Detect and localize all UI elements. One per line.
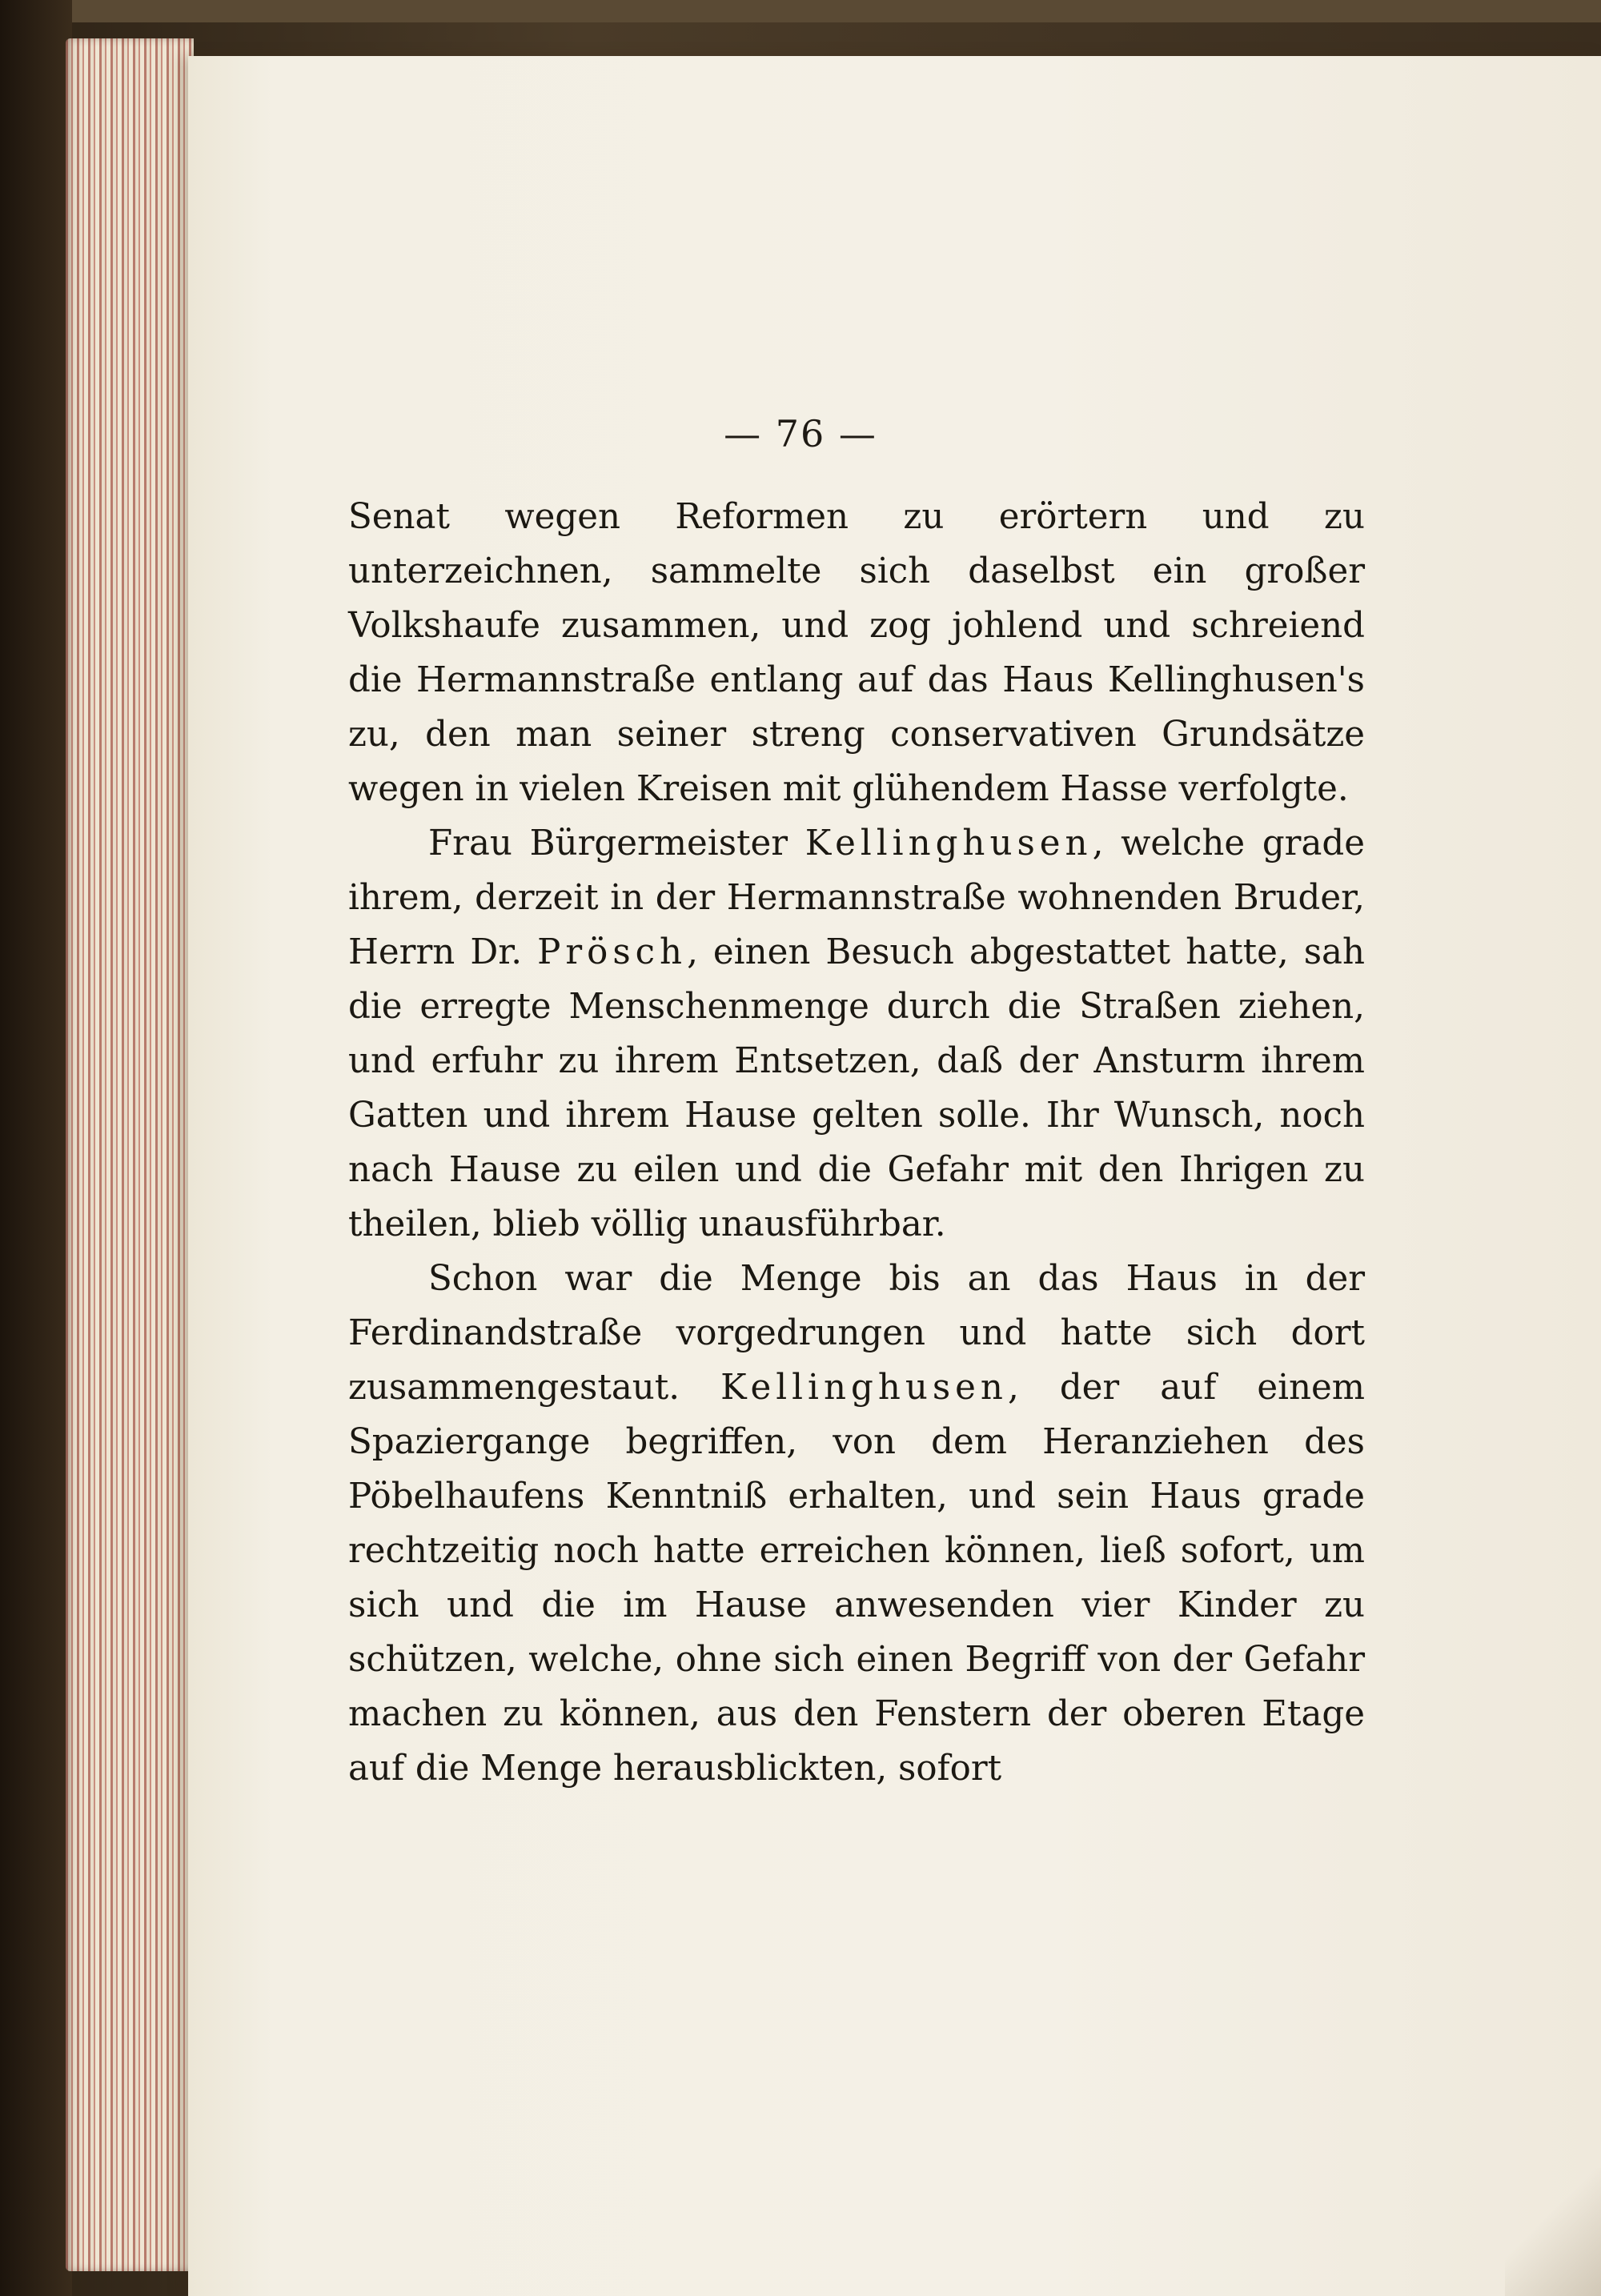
book-spine-shadow xyxy=(0,0,72,2296)
page-number: — 76 — xyxy=(724,412,877,455)
paragraph xyxy=(348,490,1365,816)
paragraph xyxy=(348,1252,1365,1796)
spaced-name: Kellinghusen xyxy=(805,823,1093,864)
text-segment: Frau Bürgermeister xyxy=(428,823,805,864)
text-segment: Schon war die Menge bis an das Haus in der Ferdinandstraße vorgedrungen und hatte sich dort zusammengestaut. xyxy=(348,1259,1365,1408)
spaced-name: Prösch xyxy=(537,932,688,972)
page-curl-shadow xyxy=(1505,2168,1601,2296)
text-segment: , der auf einem Spaziergange begriffen, von dem Heranziehen des Pöbelhaufens Kenntniß erhalten, und sein Haus grade rechtzeitig noch hatte erreichen können, ließ sofort, um sich und die im Hause anwesenden vier Kinder zu schützen, welche, ohne sich einen Begriff von der Gefahr machen zu können, aus den Fenstern der oberen Etage auf die Menge herausblickten, sofort xyxy=(348,1368,1366,1789)
page-edges xyxy=(66,38,194,2271)
paragraph xyxy=(348,816,1365,1252)
text-segment: , welche grade ihrem, derzeit in der Hermannstraße wohnenden Bruder, Herrn Dr. xyxy=(348,823,1365,972)
text-segment: Senat wegen Reformen zu erörtern und zu unterzeichnen, sammelte sich daselbst ein großer Volkshaufe zusammen, und zog johlend und schreiend die Hermannstraße entlang auf das Haus Kellinghusen's zu, den man seiner streng conservativen Grundsätze wegen in vielen Kreisen mit glühendem Hasse verfolgte. xyxy=(348,497,1365,809)
text-segment: , einen Besuch abgestattet hatte, sah die erregte Menschenmenge durch die Straßen ziehen, und erfuhr zu ihrem Entsetzen, daß der Ansturm ihrem Gatten und ihrem Hause gelten solle. Ihr Wunsch, noch nach Hause zu eilen und die Gefahr mit den Ihrigen zu theilen, blieb völlig unausführbar. xyxy=(348,932,1366,1244)
spaced-name: Kellinghusen xyxy=(720,1368,1008,1408)
body-text xyxy=(348,490,1365,1796)
